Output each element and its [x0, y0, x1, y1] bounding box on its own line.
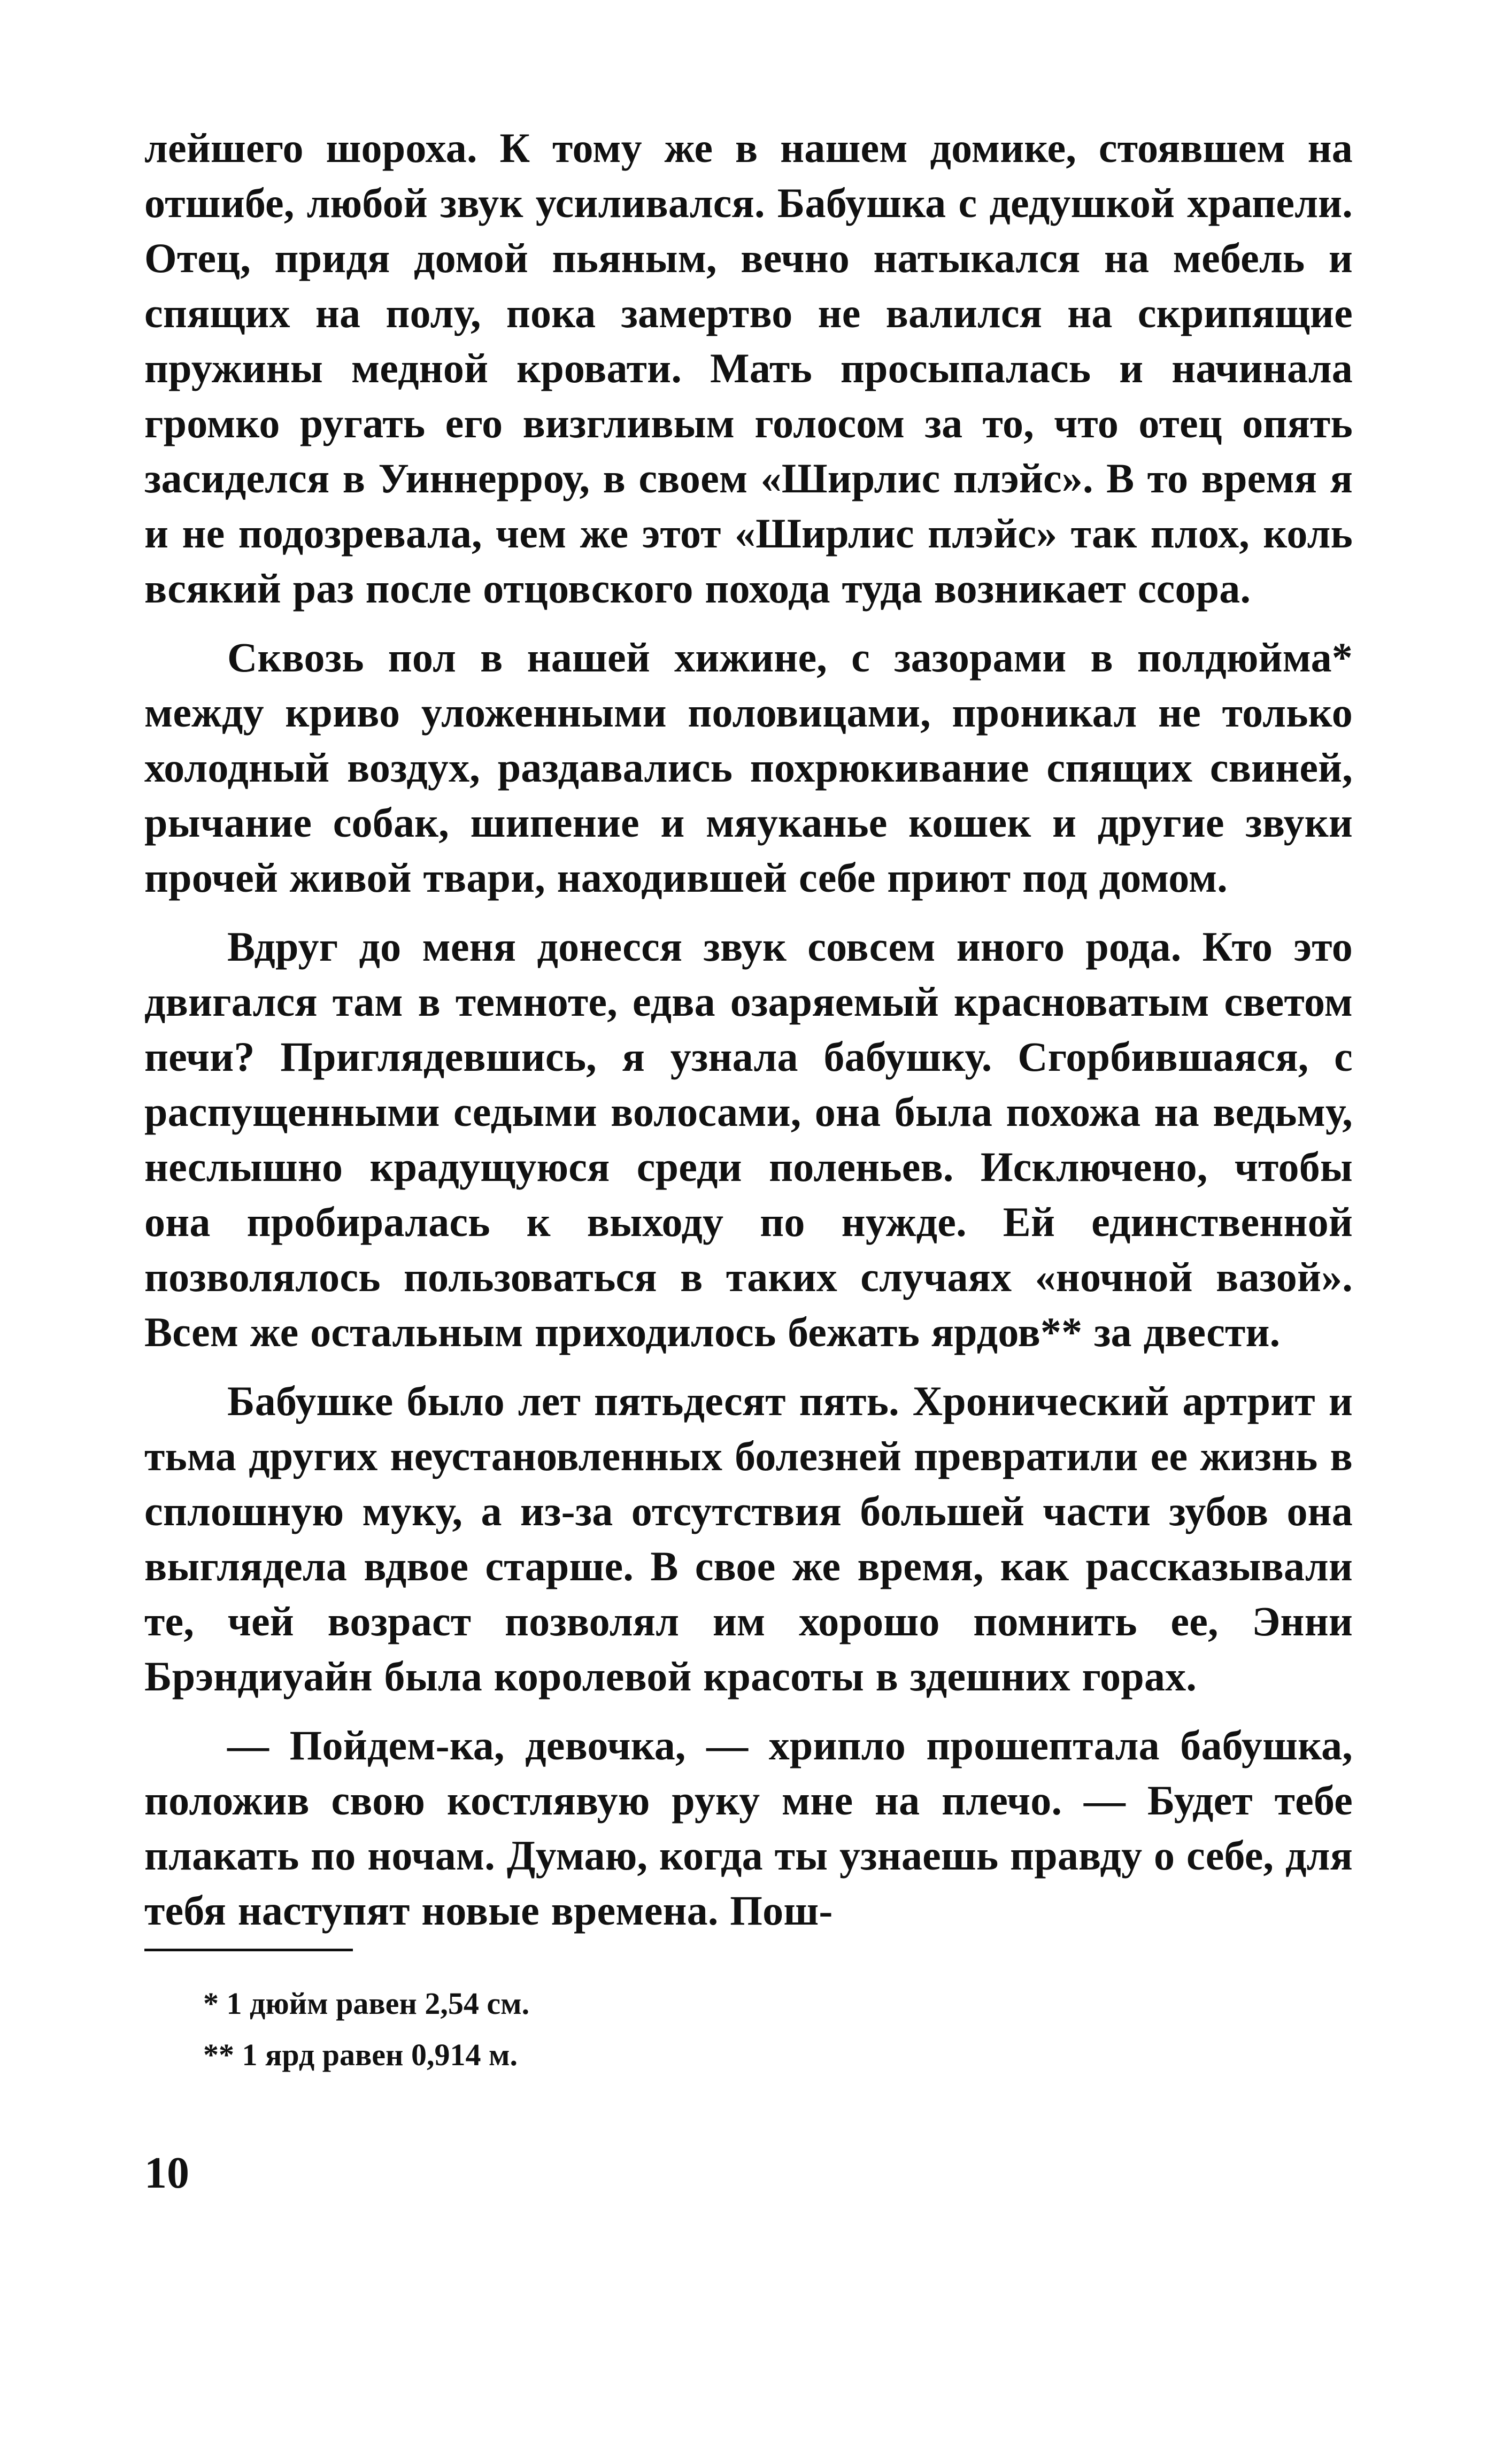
- footnotes: [144, 1978, 1353, 2081]
- paragraph-1: лейшего шороха. К тому же в нашем домике, стоявшем на отшибе, любой звук усиливался. Бабушка с дедушкой храпели. Отец, придя домой пьяным, вечно натыкался на мебель и спящих на полу, пока замертво не валился на скрипящие пружины медной кровати. Мать просыпалась и начинала громко ругать его визгливым голосом за то, что отец опять засиделся в Уиннерроу, в своем «Ширлис плэйс». В то время я и не подозревала, чем же этот «Ширлис плэйс» так плох, коль всякий раз после отцовского похода туда возникает ссора.: [144, 125, 1353, 612]
- body-text: [144, 120, 1353, 1938]
- book-page: [144, 120, 1353, 2419]
- footnote-divider: [144, 1949, 353, 1951]
- paragraph-5: — Пойдем-ка, девочка, — хрипло прошептала бабушка, положив свою костлявую руку мне на плечо. — Будет тебе плакать по ночам. Думаю, когда ты узнаешь правду о себе, для тебя наступят новые времена. Пош-: [144, 1722, 1353, 1934]
- paragraph-4: Бабушке было лет пятьдесят пять. Хронический артрит и тьма других неустановленных болезней превратили ее жизнь в сплошную муку, а из-за отсутствия большей части зубов она выглядела вдвое старше. В свое же время, как рассказывали те, чей возраст позволял им хорошо помнить ее, Энни Брэндиуайн была королевой красоты в здешних горах.: [144, 1378, 1353, 1700]
- paragraph-2: Сквозь пол в нашей хижине, с зазорами в полдюйма* между криво уложенными половицами, проникал не только холодный воздух, раздавались похрюкивание спящих свиней, рычание собак, шипение и мяуканье кошек и другие звуки прочей живой твари, находившей себе приют под домом.: [144, 634, 1353, 901]
- page-number: 10: [144, 2148, 189, 2198]
- footnote-1: * 1 дюйм равен 2,54 см.: [203, 1986, 530, 2021]
- footnote-2: ** 1 ярд равен 0,914 м.: [203, 2037, 518, 2072]
- paragraph-3: Вдруг до меня донесся звук совсем иного рода. Кто это двигался там в темноте, едва озаряемый красноватым светом печи? Приглядевшись, я узнала бабушку. Сгорбившаяся, с распущенными седыми волосами, она была похожа на ведьму, неслышно крадущуюся среди поленьев. Исключено, чтобы она пробиралась к выходу по нужде. Ей единственной позволялось пользоваться в таких случаях «ночной вазой». Всем же остальным приходилось бежать ярдов** за двести.: [144, 923, 1353, 1355]
